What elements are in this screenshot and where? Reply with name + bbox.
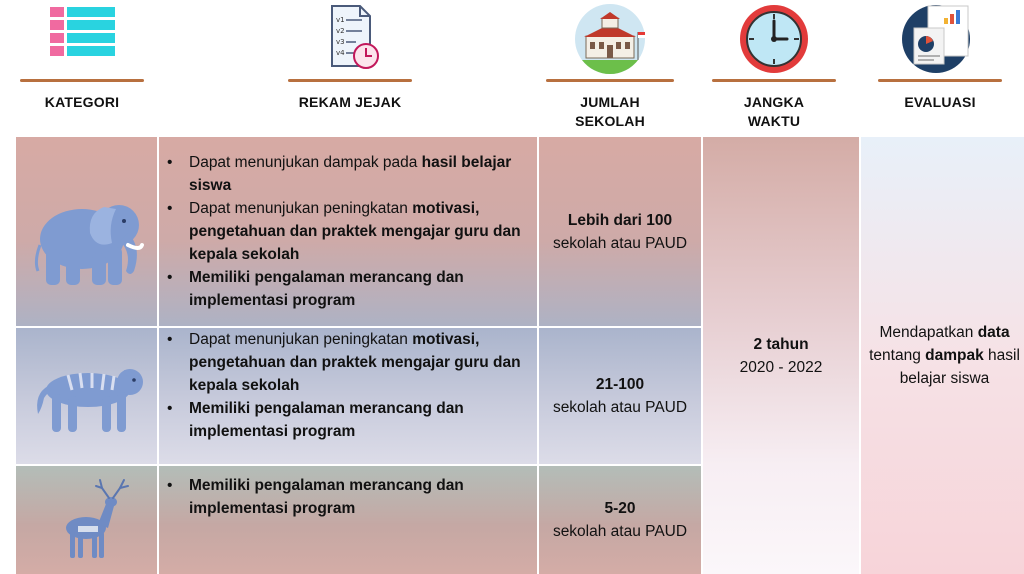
rekam-jejak-cell-1 — [159, 137, 537, 326]
jumlah-unit: sekolah atau PAUD — [552, 399, 688, 416]
jumlah-cell-2 — [539, 328, 701, 464]
header-label-line-2: WAKTU — [747, 113, 801, 129]
kategori-cell-deer — [16, 466, 157, 574]
list-item: • Memiliki pengalaman merancang dan implementasi program — [189, 474, 529, 520]
school-building-icon — [572, 2, 648, 76]
list-item: • Memiliki pengalaman merancang dan implementasi program — [189, 397, 529, 443]
jumlah-range: 5-20 — [604, 500, 636, 517]
header-label: EVALUASI — [904, 94, 976, 110]
header-rule — [288, 79, 412, 82]
kategori-cell-tiger — [16, 328, 157, 464]
svg-text:v2: v2 — [336, 27, 345, 35]
header-rule — [712, 79, 836, 82]
jumlah-cell-1 — [539, 137, 701, 326]
clock-icon — [736, 2, 812, 76]
header-rule — [878, 79, 1002, 82]
header-jangka-waktu — [712, 0, 836, 136]
jumlah-range: 21-100 — [595, 376, 645, 393]
list-item: • Memiliki pengalaman merancang dan implementasi program — [189, 266, 529, 312]
jumlah-unit: sekolah atau PAUD — [552, 523, 688, 540]
rekam-jejak-cell-2 — [159, 328, 537, 464]
jangka-duration: 2 tahun — [753, 335, 809, 353]
header-jumlah-sekolah — [546, 0, 674, 136]
elephant-icon — [16, 137, 157, 326]
header-label: KATEGORI — [44, 94, 120, 110]
jumlah-range: Lebih dari 100 — [567, 211, 673, 229]
report-chart-icon — [902, 2, 978, 76]
svg-text:v1: v1 — [336, 16, 345, 24]
header-rekam-jejak — [288, 0, 412, 136]
table-icon — [44, 2, 120, 76]
list-item: • Dapat menunjukan peningkatan motivasi, pengetahuan dan praktek mengajar guru dan kepala sekolah — [189, 328, 529, 397]
checklist-clock-icon — [312, 2, 388, 76]
header-label: JUMLAH SEKOLAH — [575, 94, 645, 129]
list-item: • Dapat menunjukan peningkatan motivasi, pengetahuan dan praktek mengajar guru dan kepala sekolah — [189, 197, 529, 266]
header-rule — [546, 79, 674, 82]
jumlah-unit: sekolah atau PAUD — [552, 234, 688, 252]
header-evaluasi — [878, 0, 1002, 136]
header-label — [712, 93, 836, 131]
jangka-years: 2020 - 2022 — [739, 358, 823, 376]
evaluasi-cell — [861, 137, 1024, 574]
header-rule — [20, 79, 144, 82]
deer-icon — [16, 466, 157, 574]
svg-text:v4: v4 — [336, 49, 345, 57]
list-item: • Dapat menunjukan dampak pada hasil belajar siswa — [189, 151, 529, 197]
svg-text:v3: v3 — [336, 38, 345, 46]
evaluasi-text: Mendapatkan data tentang dampak hasil belajar siswa — [869, 324, 1020, 387]
header-label-line-1: JANGKA — [743, 94, 805, 110]
header-kategori — [20, 0, 144, 136]
jangka-waktu-cell — [703, 137, 859, 574]
kategori-cell-elephant — [16, 137, 157, 326]
rekam-jejak-list-3 — [159, 474, 529, 520]
header-label: REKAM JEJAK — [298, 94, 402, 110]
rekam-jejak-list-2 — [159, 328, 529, 443]
rekam-jejak-cell-3 — [159, 466, 537, 574]
tiger-icon — [16, 328, 157, 464]
jumlah-cell-3 — [539, 466, 701, 574]
rekam-jejak-list-1 — [159, 151, 529, 312]
